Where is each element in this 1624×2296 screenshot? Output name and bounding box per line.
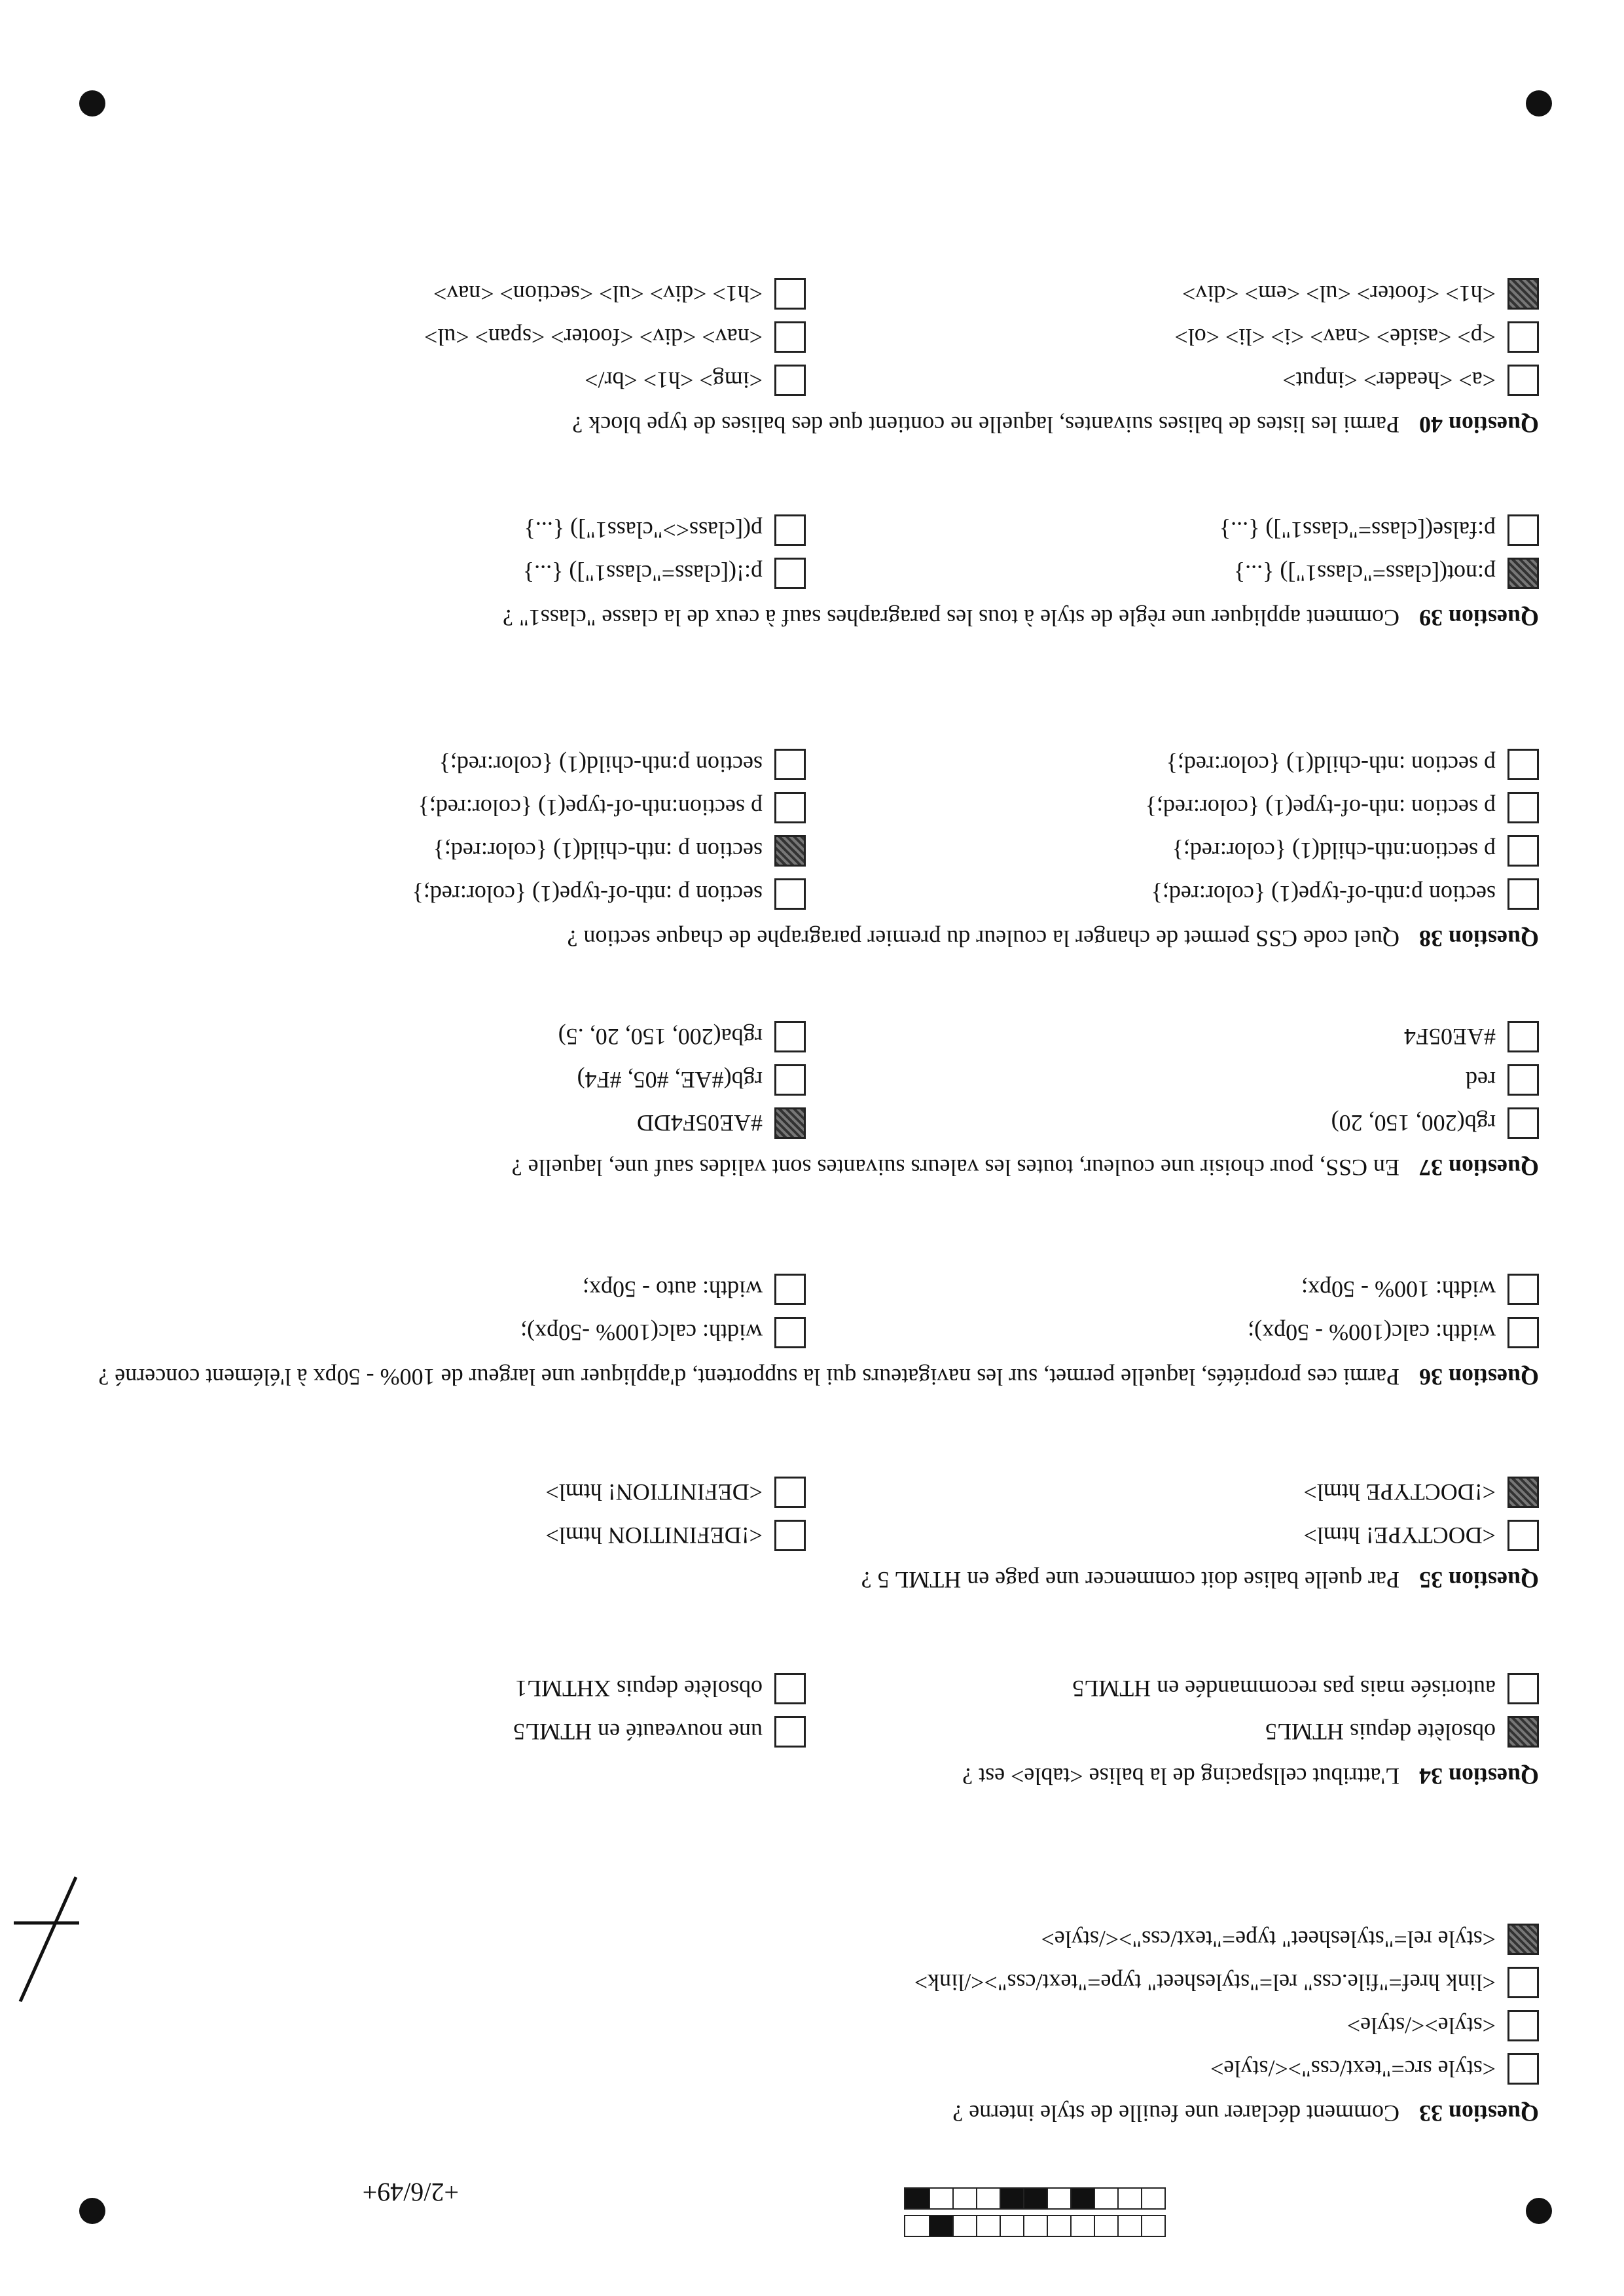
answer-option[interactable] [1174,321,1539,353]
checkbox-empty[interactable] [774,1716,806,1748]
checkbox-empty[interactable] [774,514,806,546]
answer-option[interactable] [577,1064,806,1096]
answer-option[interactable] [1182,278,1539,310]
option-label: <p> <aside> <nav> <i> <li> <ol> [1174,324,1496,350]
barcode-cell [1000,2216,1023,2236]
question-number: Question 40 [1418,412,1539,438]
barcode-cell [1141,2216,1164,2236]
option-label: p section :nth-of-type(1) {color:red;} [1145,795,1496,821]
option-label: <style rel="stylesheet" type="text/css"></style> [1041,1926,1496,1952]
barcode-cell [1023,2189,1047,2208]
answer-option[interactable] [585,365,806,396]
question-heading [33,1761,1539,1792]
option-label: <DOCTYPE! html> [1303,1522,1496,1549]
question-text: Comment appliquer une règle de style à tous les paragraphes sauf à ceux de la classe "class1" ? [503,605,1399,631]
option-list [33,1009,1539,1139]
barcode-cell [1094,2216,1117,2236]
checkbox-empty[interactable] [774,878,806,910]
barcode-cell [1000,2189,1023,2208]
answer-option[interactable] [1347,2010,1539,2041]
checkbox-filled[interactable] [1507,1716,1539,1748]
answer-option[interactable] [433,278,806,310]
barcode-cell [1047,2216,1070,2236]
option-label: p:!([class="class1"]) {...} [522,560,763,586]
checkbox-filled[interactable] [1507,278,1539,310]
checkbox-empty[interactable] [774,1477,806,1508]
answer-option[interactable] [1265,1716,1539,1748]
option-label: <h1> <div> <ul> <section> <nav> [433,281,763,307]
corner-mark-bottom-right [79,90,105,117]
barcode-cell [976,2189,1000,2208]
answer-option[interactable] [1219,514,1539,546]
answer-option[interactable] [1303,1477,1539,1508]
option-label: rgba(200, 150, 20, .5) [558,1024,763,1050]
barcode-cell [1070,2216,1094,2236]
barcode-cell [929,2216,952,2236]
barcode-cell [952,2189,976,2208]
checkbox-empty[interactable] [774,792,806,823]
question-text: L'attribut cellspacing de la balise <table> est ? [962,1763,1399,1789]
option-label: <!DEFINITION html> [545,1522,763,1549]
checkbox-empty[interactable] [774,365,806,396]
question-block [33,1465,1539,1596]
answer-option[interactable] [1301,1274,1539,1305]
question-number: Question 35 [1418,1567,1539,1593]
checkbox-filled[interactable] [774,1107,806,1139]
question-number: Question 34 [1418,1763,1539,1789]
corner-mark-top-left [1526,2198,1552,2224]
checkbox-empty[interactable] [1507,1274,1539,1305]
question-heading [33,1564,1539,1596]
question-number: Question 39 [1418,605,1539,631]
answer-option[interactable] [914,1967,1539,1998]
question-heading [33,602,1539,634]
option-label: red [1466,1067,1496,1093]
checkbox-empty[interactable] [1507,2053,1539,2085]
barcode-cell [905,2216,929,2236]
checkbox-empty[interactable] [774,321,806,353]
barcode-cell [929,2189,952,2208]
answer-option[interactable] [513,1716,806,1748]
answer-option[interactable] [412,878,806,910]
question-heading [33,409,1539,440]
question-heading [33,1361,1539,1393]
answer-option[interactable] [1210,2053,1539,2085]
question-block [33,737,1539,954]
checkbox-filled[interactable] [1507,558,1539,589]
option-label: section p:nth-of-type(1) {color:red;} [1151,881,1496,907]
barcode-top [904,2215,1166,2237]
question-number: Question 37 [1418,1155,1539,1181]
option-label: <style src="text/css"></style> [1210,2056,1496,2082]
question-text: Parmi ces propriétés, laquelle permet, sur les navigateurs qui la supportent, d'appliquer une largeur de 100% - 50px à l'élément concerné ? [98,1364,1399,1390]
barcode-cell [1047,2189,1070,2208]
checkbox-empty[interactable] [1507,514,1539,546]
answer-option[interactable] [1151,878,1539,910]
option-label: rgb(200, 150, 20) [1331,1110,1496,1136]
answer-option[interactable] [583,1274,806,1305]
option-label: p section:nth-of-type(1) {color:red;} [418,795,763,821]
answer-option[interactable] [520,1317,806,1348]
question-heading [33,923,1539,954]
option-label: width: 100% - 50px; [1301,1276,1496,1302]
option-label: <h1> <footer> <ul> <em> <div> [1182,281,1496,307]
checkbox-empty[interactable] [1507,321,1539,353]
option-label: section p:nth-child(1) {color:red;} [439,751,763,778]
question-text: En CSS, pour choisir une couleur, toutes les valeurs suivantes sont valides sauf une, laquelle ? [511,1155,1399,1181]
checkbox-empty[interactable] [774,1673,806,1704]
option-label: p section :nth-child(1) {color:red;} [1166,751,1496,778]
option-label: width: calc(100% -50px); [520,1319,763,1346]
answer-option[interactable] [515,1673,806,1704]
answer-option[interactable] [1172,835,1539,867]
answer-option[interactable] [1248,1317,1539,1348]
barcode-cell [905,2189,929,2208]
checkbox-empty[interactable] [1507,1021,1539,1052]
option-label: <DEFINITION! html> [545,1479,763,1505]
option-label: #AE05F4DD [636,1110,763,1136]
option-list [33,1912,1539,2085]
question-block [33,1912,1539,2129]
answer-option[interactable] [1303,1520,1539,1551]
answer-option[interactable] [1146,792,1539,823]
option-list [33,737,1539,910]
option-list [33,503,1539,589]
option-list [33,1661,1539,1748]
checkbox-empty[interactable] [1507,365,1539,396]
option-label: width: calc(100% - 50px); [1248,1319,1496,1346]
barcode-cell [1070,2189,1094,2208]
answer-option[interactable] [439,749,806,780]
barcode-cell [1141,2189,1164,2208]
checkbox-filled[interactable] [774,835,806,867]
barcode-cell [976,2216,1000,2236]
question-text: Quel code CSS permet de changer la couleur du premier paragraphe de chaque section ? [567,925,1399,952]
answer-option[interactable] [545,1477,806,1508]
checkbox-filled[interactable] [1507,1477,1539,1508]
answer-option[interactable] [523,558,806,589]
checkbox-empty[interactable] [1507,835,1539,867]
option-label: autorisée mais pas recommandée en HTML5 [1072,1676,1496,1702]
checkbox-empty[interactable] [1507,792,1539,823]
checkbox-empty[interactable] [774,278,806,310]
checkbox-empty[interactable] [1507,749,1539,780]
option-list [33,266,1539,396]
checkbox-empty[interactable] [774,1064,806,1096]
checkbox-empty[interactable] [1507,1967,1539,1998]
checkbox-empty[interactable] [1507,1064,1539,1096]
checkbox-empty[interactable] [774,1520,806,1551]
question-number: Question 38 [1418,925,1539,952]
answer-option[interactable] [418,792,806,823]
answer-option[interactable] [1166,749,1539,780]
question-text: Parmi les listes de balises suivantes, laquelle ne contient que des balises de type block ? [572,412,1399,438]
answer-option[interactable] [545,1520,806,1551]
answer-option[interactable] [1331,1107,1539,1139]
option-label: <link href="file.css" rel="stylesheet" type="text/css"></link> [914,1969,1496,1996]
checkbox-empty[interactable] [774,749,806,780]
option-label: une nouveauté en HTML5 [513,1719,763,1745]
option-label: <style></style> [1346,2013,1496,2039]
checkbox-empty[interactable] [1507,1673,1539,1704]
answer-option[interactable] [1234,558,1539,589]
answer-option[interactable] [1041,1924,1539,1955]
barcode-cell [1023,2216,1047,2236]
checkbox-empty[interactable] [1507,2010,1539,2041]
question-block [33,1661,1539,1792]
option-label: rgb(#AE, #05, #F4) [577,1067,763,1093]
option-label: #AE05F4 [1403,1024,1496,1050]
question-block [33,1262,1539,1393]
question-text: Comment déclarer une feuille de style interne ? [952,2100,1399,2126]
barcode-cell [952,2216,976,2236]
checkbox-empty[interactable] [774,1021,806,1052]
option-label: obsolète depuis HTML5 [1265,1719,1496,1745]
option-label: <img> <h1> <br/> [585,367,763,393]
corner-mark-bottom-left [1526,90,1552,117]
page-code: +2/6/49+ [362,2178,459,2207]
option-label: width: auto - 50px; [583,1276,763,1302]
answer-option[interactable] [524,514,806,546]
answer-option[interactable] [1072,1673,1539,1704]
checkbox-empty[interactable] [774,1274,806,1305]
question-number: Question 33 [1418,2100,1539,2126]
barcode-cell [1094,2189,1117,2208]
question-block [33,1009,1539,1183]
option-label: p:not([class="class1"]) {...} [1233,560,1496,586]
option-label: section p :nth-child(1) {color:red;} [433,838,763,864]
checkbox-empty[interactable] [774,1317,806,1348]
answer-option[interactable] [637,1107,806,1139]
answer-option[interactable] [433,835,806,867]
question-heading [33,1152,1539,1183]
barcode-bottom [904,2187,1166,2210]
answer-option[interactable] [1404,1021,1539,1052]
option-label: p section:nth-child(1) {color:red;} [1172,838,1496,864]
answer-option[interactable] [1466,1064,1539,1096]
question-text: Par quelle balise doit commencer une page en HTML 5 ? [861,1567,1399,1593]
option-label: <nav> <div> <footer> <span> <ul> [424,324,763,350]
question-heading [33,2098,1539,2129]
question-block [33,503,1539,634]
option-label: obsolète depuis XHTML1 [515,1676,763,1702]
answer-option[interactable] [1282,365,1539,396]
checkbox-empty[interactable] [774,558,806,589]
checkbox-empty[interactable] [1507,1317,1539,1348]
checkbox-empty[interactable] [1507,1107,1539,1139]
question-number: Question 36 [1418,1364,1539,1390]
barcode-cell [1117,2189,1141,2208]
option-label: <a> <header> <input> [1282,367,1496,393]
checkbox-empty[interactable] [1507,878,1539,910]
corner-mark-top-right [79,2198,105,2224]
barcode-cell [1117,2216,1141,2236]
option-list [33,1465,1539,1551]
checkbox-filled[interactable] [1507,1924,1539,1955]
option-list [33,1262,1539,1348]
checkbox-empty[interactable] [1507,1520,1539,1551]
answer-option[interactable] [558,1021,806,1052]
option-label: section p :nth-of-type(1) {color:red;} [412,881,763,907]
option-label: p:false([class="class1"]) {...} [1219,517,1496,543]
question-block [33,266,1539,440]
answer-option[interactable] [424,321,806,353]
option-label: p([class<>"class1"]) {...} [524,517,763,543]
option-label: <!DOCTYPE html> [1303,1479,1496,1505]
